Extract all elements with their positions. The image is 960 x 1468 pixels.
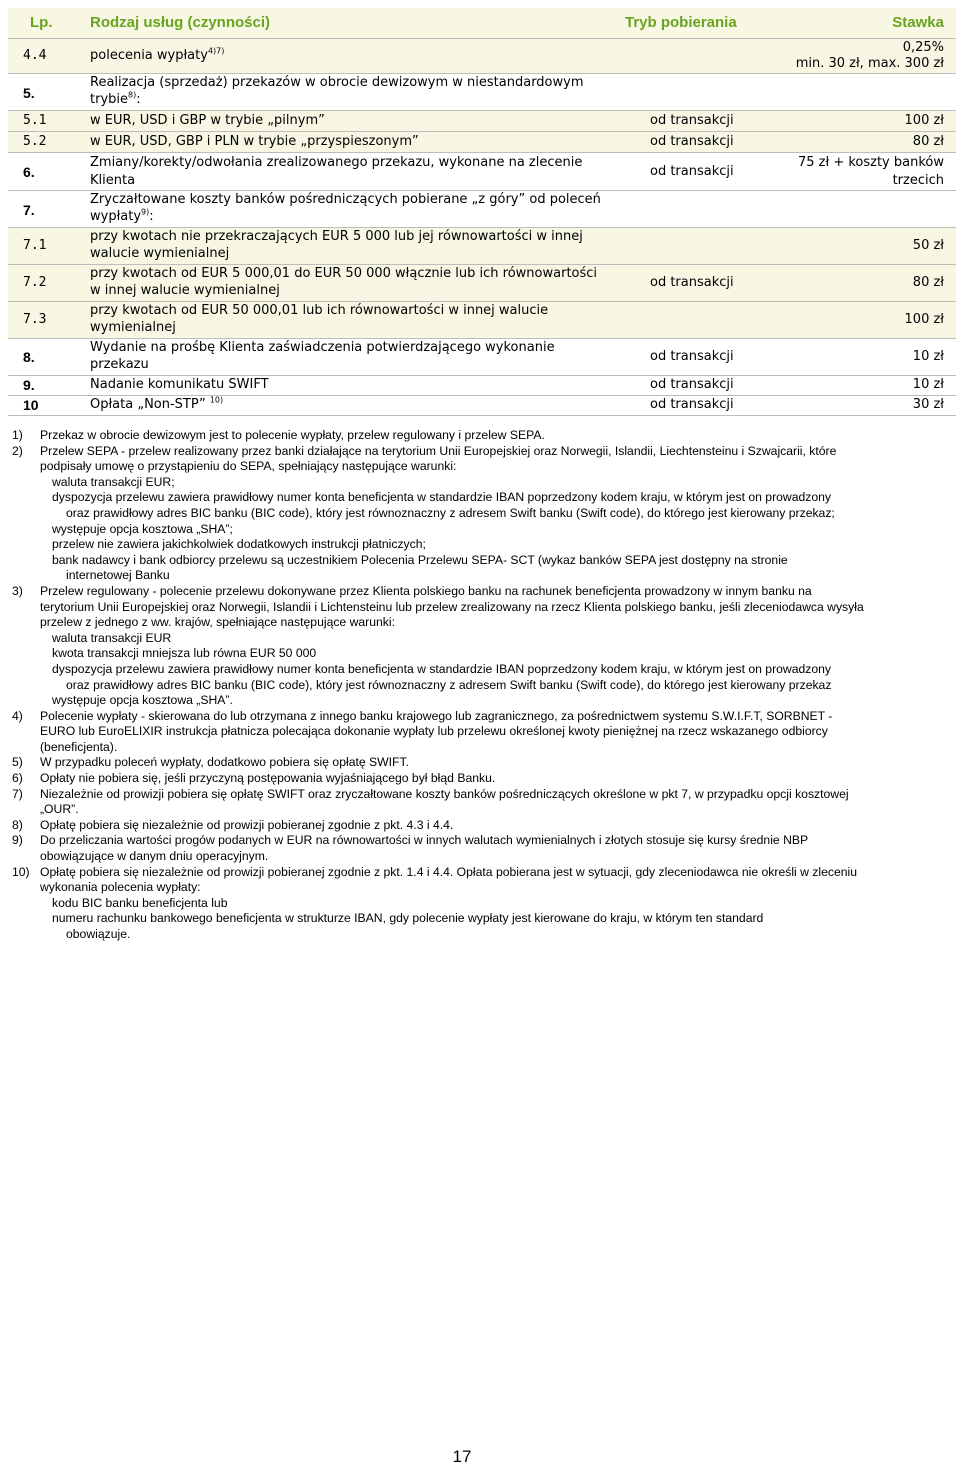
footnote-2-cont — [12, 459, 882, 475]
footnote-number: 7) — [12, 786, 23, 801]
row-rate: 0,25% — [902, 40, 944, 55]
row-lp: 6. — [23, 164, 35, 180]
footnote-4-cont — [12, 740, 882, 756]
list-item-text: internetowej Banku — [66, 568, 170, 583]
row-lp: 8. — [23, 349, 35, 365]
row-lp: 7.2 — [23, 275, 47, 290]
row-service: Zryczałtowane koszty banków pośredniczących pobierane „z góry” od poleceń — [90, 192, 601, 207]
list-item-cont — [12, 568, 882, 584]
table-row — [8, 153, 956, 191]
list-item-text: waluta transakcji EUR; — [52, 474, 175, 489]
footnote-text: przelew z jednego z ww. krajów, spełniające następujące warunki: — [40, 615, 395, 630]
footnote-3-cont — [12, 600, 882, 616]
list-item-cont — [12, 678, 882, 694]
row-rate: 10 zł — [912, 377, 944, 392]
footnote-text: Przelew SEPA - przelew realizowany przez banki działające na terytorium Unii Europejskiej oraz Norwegii, Islandii, Liechtensteinu i Szwajcarii, które — [40, 443, 837, 458]
footnote-number: 5) — [12, 755, 23, 770]
row-service: przy kwotach od EUR 5 000,01 do EUR 50 000 włącznie lub ich równowartości — [90, 266, 598, 281]
row-lp: 4.4 — [23, 48, 47, 63]
row-service-line2: przekazu — [90, 357, 149, 372]
list-item-text: kodu BIC banku beneficjenta lub — [52, 895, 228, 910]
footnote-number: 6) — [12, 771, 23, 786]
footnote-number: 4) — [12, 708, 23, 723]
footnote-text: (beneficjenta). — [40, 739, 118, 754]
list-item-text: występuje opcja kosztowa „SHA”. — [52, 693, 233, 708]
row-service-text: trybie — [90, 92, 128, 107]
row-rate: 100 zł — [904, 113, 944, 128]
list-item — [12, 475, 882, 491]
footnote-10-cont — [12, 880, 882, 896]
footnote-number: 10) — [12, 864, 30, 879]
row-lp: 5. — [23, 85, 35, 101]
row-service: Nadanie komunikatu SWIFT — [90, 377, 269, 392]
row-lp: 9. — [23, 377, 35, 393]
list-item-text: dyspozycja przelewu zawiera prawidłowy numer konta beneficjenta w standardzie IBAN poprzedzony kodem kraju, w którym jest on prowadzony — [52, 661, 832, 676]
fee-table — [8, 8, 956, 416]
table-row — [8, 396, 956, 416]
footnote-ref: 8) — [128, 90, 137, 100]
row-service-text: Opłata „Non-STP” — [90, 397, 206, 412]
row-service-line2: Klienta — [90, 173, 136, 188]
list-item-text: występuje opcja kosztowa „SHA”; — [52, 521, 233, 536]
row-mode: od transakcji — [650, 397, 734, 412]
table-row — [8, 265, 956, 302]
row-mode: od transakcji — [650, 113, 734, 128]
row-rate: 80 zł — [912, 134, 944, 149]
footnote-number: 9) — [12, 833, 23, 848]
list-item — [12, 896, 882, 912]
table-row — [8, 191, 956, 228]
table-row — [8, 339, 956, 376]
row-lp: 10 — [23, 397, 39, 413]
row-service-tail: : — [136, 92, 141, 107]
row-service: w EUR, USD i GBP w trybie „pilnym” — [90, 113, 325, 128]
list-item — [12, 522, 882, 538]
table-row — [8, 132, 956, 153]
table-row — [8, 111, 956, 132]
footnotes — [12, 428, 882, 943]
list-item-text: waluta transakcji EUR — [52, 630, 172, 645]
row-service — [90, 47, 610, 65]
table-row — [8, 228, 956, 265]
footnote-ref: 9) — [141, 207, 150, 217]
row-mode: od transakcji — [650, 275, 734, 290]
list-item — [12, 662, 882, 678]
footnote-7-cont — [12, 802, 882, 818]
row-rate: 100 zł — [904, 312, 944, 327]
footnote-text: Opłatę pobiera się niezależnie od prowizji pobieranej zgodnie z pkt. 1.4 i 4.4. Opłata pobierana jest w sytuacji, gdy zleceniodawca nie określi w zleceniu — [40, 864, 858, 879]
footnote-text: Polecenie wypłaty - skierowana do lub otrzymana z innego banku krajowego lub zagranicznego, za pośrednictwem systemu S.W.I.F.T, SORBNET - — [40, 708, 833, 723]
row-service-text: wypłaty — [90, 209, 142, 224]
footnote-text: terytorium Unii Europejskiej oraz Norwegii, Islandii i Lichtensteinu lub przelew zrealizowany na rzecz Klienta polskiego banku, jeśli zleceniodawca wysyła — [40, 599, 864, 614]
row-service-line2: walucie wymienialnej — [90, 246, 230, 261]
footnote-ref: 4)7) — [207, 46, 225, 56]
row-rate-line2: min. 30 zł, max. 300 zł — [795, 56, 944, 71]
row-mode: od transakcji — [650, 134, 734, 149]
footnote-10 — [12, 865, 882, 881]
row-service-line2 — [90, 91, 610, 109]
list-item — [12, 911, 882, 927]
footnote-text: Opłaty nie pobiera się, jeśli przyczyną postępowania wyjaśniającego był błąd Banku. — [40, 771, 496, 786]
row-service: Realizacja (sprzedaż) przekazów w obrocie dewizowym w niestandardowym — [90, 75, 584, 90]
row-service-line2 — [90, 208, 610, 226]
footnote-text: EURO lub EuroELIXIR instrukcja płatnicza polecająca dokonanie wypłaty lub przelewu określonej kwoty pieniężnej na rzecz wskazanego odbiorcy — [40, 724, 828, 739]
footnote-text: „OUR”. — [40, 802, 79, 817]
row-service: Wydanie na prośbę Klienta zaświadczenia potwierdzającego wykonanie — [90, 340, 555, 355]
footnote-9-cont — [12, 849, 882, 865]
row-rate: 10 zł — [912, 349, 944, 364]
list-item-cont — [12, 927, 882, 943]
row-lp: 5.1 — [23, 113, 47, 128]
row-service-tail: : — [149, 209, 154, 224]
list-item — [12, 646, 882, 662]
footnote-2 — [12, 444, 882, 460]
footnote-ref: 10) — [209, 395, 224, 405]
row-service — [90, 396, 610, 414]
list-item-text: kwota transakcji mniejsza lub równa EUR 50 000 — [52, 646, 317, 661]
row-rate: 80 zł — [912, 275, 944, 290]
list-item-text: numeru rachunku bankowego beneficjenta w strukturze IBAN, gdy polecenie wypłaty jest kierowane do kraju, w którym ten standard — [52, 911, 764, 926]
footnote-4 — [12, 709, 882, 725]
row-rate: 75 zł + koszty banków — [798, 155, 944, 170]
footnote-text: Przelew regulowany - polecenie przelewu dokonywane przez Klienta polskiego banku na rachunek beneficjenta prowadzony w innym banku na — [40, 583, 812, 598]
row-service-text: polecenia wypłaty — [90, 48, 208, 63]
row-service: przy kwotach nie przekraczających EUR 5 000 lub jej równowartości w innej — [90, 229, 583, 244]
footnote-6 — [12, 771, 882, 787]
table-row — [8, 376, 956, 396]
footnote-number: 2) — [12, 443, 23, 458]
row-lp: 7. — [23, 202, 35, 218]
footnote-text: Do przeliczania wartości progów podanych w EUR na równowartości w innych walutach wymienialnych i złotych stosuje się kursy średnie NBP — [40, 833, 809, 848]
footnote-7 — [12, 787, 882, 803]
table-row — [8, 302, 956, 339]
list-item-text: oraz prawidłowy adres BIC banku (BIC code), który jest równoznaczny z adresem Swift banku (Swift code), do którego jest kierowany przekaz — [66, 677, 832, 692]
col-rate-header: Stawka — [892, 14, 944, 31]
row-service-line2: w innej walucie wymienialnej — [90, 283, 280, 298]
table-row — [8, 39, 956, 74]
list-item — [12, 490, 882, 506]
table-row — [8, 74, 956, 111]
footnote-number: 8) — [12, 817, 23, 832]
row-service: w EUR, USD, GBP i PLN w trybie „przyspieszonym” — [90, 134, 419, 149]
footnote-number: 1) — [12, 428, 23, 442]
footnote-text: Niezależnie od prowizji pobiera się opłatę SWIFT oraz zryczałtowane koszty banków pośredniczących określone w pkt 7, w przypadku opcji kosztowej — [40, 786, 849, 801]
footnote-5 — [12, 755, 882, 771]
list-item-text: oraz prawidłowy adres BIC banku (BIC code), który jest równoznaczny z adresem Swift banku (Swift code), do którego jest kierowany przekaz; — [66, 505, 835, 520]
threshold-group — [8, 228, 956, 339]
col-service-header: Rodzaj usług (czynności) — [90, 14, 271, 31]
row-lp: 5.2 — [23, 134, 47, 149]
table-header — [8, 8, 956, 39]
col-mode-header: Tryb pobierania — [625, 14, 737, 31]
list-item-text: bank nadawcy i bank odbiorcy przelewu są uczestnikiem Polecenia Przelewu SEPA- SCT (wykaz banków SEPA jest dostępny na stronie — [52, 552, 788, 567]
footnote-3-cont — [12, 615, 882, 631]
row-service: Zmiany/korekty/odwołania zrealizowanego przekazu, wykonane na zlecenie — [90, 155, 583, 170]
row-mode: od transakcji — [650, 164, 734, 179]
row-rate-line2: trzecich — [892, 173, 944, 188]
page-number: 17 — [452, 1447, 472, 1466]
footnote-1 — [12, 428, 882, 444]
footnote-number: 3) — [12, 583, 23, 598]
footnote-9 — [12, 833, 882, 849]
footnote-8 — [12, 818, 882, 834]
footnote-4-cont — [12, 724, 882, 740]
row-rate: 50 zł — [912, 238, 944, 253]
footnote-text: obowiązujące w danym dniu operacyjnym. — [40, 849, 269, 864]
footnote-text: wykonania polecenia wypłaty: — [40, 880, 201, 895]
footnote-text: Opłatę pobiera się niezależnie od prowizji pobieranej zgodnie z pkt. 4.3 i 4.4. — [40, 817, 454, 832]
list-item — [12, 553, 882, 569]
list-item-text: dyspozycja przelewu zawiera prawidłowy numer konta beneficjenta w standardzie IBAN poprzedzony kodem kraju, w którym jest on prowadzony — [52, 490, 832, 505]
list-item-cont — [12, 506, 882, 522]
list-item — [12, 537, 882, 553]
row-lp: 7.1 — [23, 238, 47, 253]
col-lp-header: Lp. — [30, 14, 53, 31]
footnote-3 — [12, 584, 882, 600]
footnote-text: podpisały umowę o przystąpieniu do SEPA, spełniający następujące warunki: — [40, 459, 457, 474]
footnote-text: Przekaz w obrocie dewizowym jest to polecenie wypłaty, przelew regulowany i przelew SEPA. — [40, 428, 545, 442]
row-service-line2: wymienialnej — [90, 320, 176, 335]
row-lp: 7.3 — [23, 312, 47, 327]
list-item-text: obowiązuje. — [66, 927, 131, 941]
list-item — [12, 693, 882, 709]
list-item-text: przelew nie zawiera jakichkolwiek dodatkowych instrukcji płatniczych; — [52, 537, 426, 552]
row-rate: 30 zł — [912, 397, 944, 412]
row-mode: od transakcji — [650, 377, 734, 392]
row-service: przy kwotach od EUR 50 000,01 lub ich równowartości w innej walucie — [90, 303, 549, 318]
row-mode: od transakcji — [650, 349, 734, 364]
list-item — [12, 631, 882, 647]
footnote-text: W przypadku poleceń wypłaty, dodatkowo pobiera się opłatę SWIFT. — [40, 755, 409, 770]
